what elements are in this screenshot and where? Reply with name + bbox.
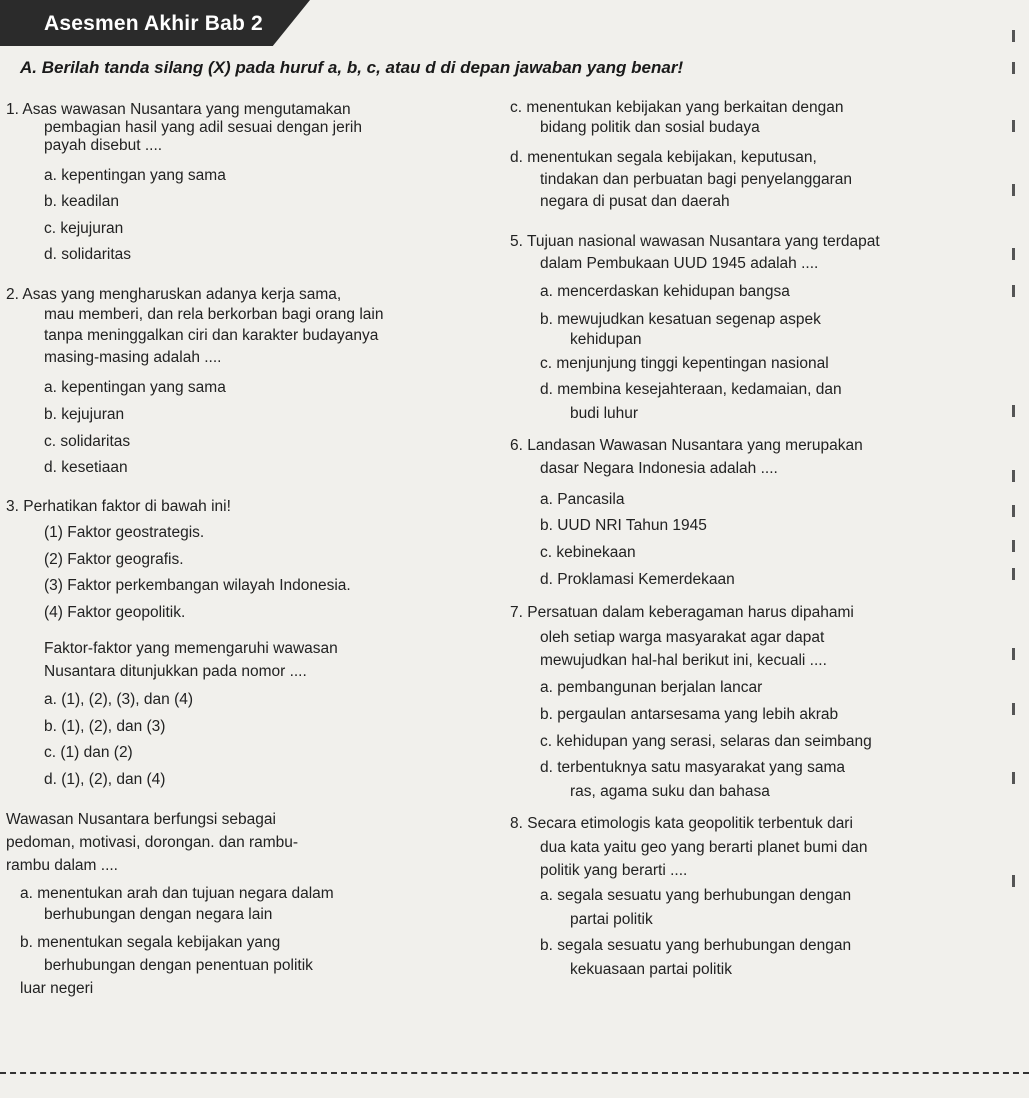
question-5-option: c. menjunjung tinggi kepentingan nasional [540,355,829,372]
question-8-line: dua kata yaitu geo yang berarti planet bumi dan [540,839,868,856]
question-1-option: c. kejujuran [44,220,124,237]
edge-mark [1012,470,1015,482]
question-1-option: b. keadilan [44,193,119,210]
question-8-line: 8. Secara etimologis kata geopolitik terbentuk dari [510,815,853,832]
question-4-option: berhubungan dengan penentuan politik [44,957,313,974]
question-4-line: pedoman, motivasi, dorongan. dan rambu- [6,834,299,851]
question-7-line: 7. Persatuan dalam keberagaman harus dipahami [510,604,854,621]
question-2-line: 2. Asas yang mengharuskan adanya kerja sama, [6,286,342,303]
question-2-line: tanpa meninggalkan ciri dan karakter budayanya [44,327,379,344]
question-3-option: d. (1), (2), dan (4) [44,771,166,788]
edge-mark [1012,772,1015,784]
instruction-text: A. Berilah tanda silang (X) pada huruf a, b, c, atau d di depan jawaban yang benar! [20,58,684,77]
question-3-line: Faktor-faktor yang memengaruhi wawasan [44,640,338,657]
question-7-option: c. kehidupan yang serasi, selaras dan seimbang [540,733,872,750]
edge-mark [1012,248,1015,260]
question-8-option: b. segala sesuatu yang berhubungan dengan [540,937,852,954]
question-2-line: masing-masing adalah .... [44,349,222,366]
question-1-option: d. solidaritas [44,246,132,263]
edge-mark [1012,648,1015,660]
question-4-option: bidang politik dan sosial budaya [540,119,760,136]
question-6-option: c. kebinekaan [540,544,636,561]
edge-mark [1012,30,1015,42]
dashed-divider [0,1072,1029,1074]
question-7-line: oleh setiap warga masyarakat agar dapat [540,629,825,646]
question-6-option: d. Proklamasi Kemerdekaan [540,571,735,588]
question-8-option: partai politik [570,911,653,928]
question-4-option: berhubungan dengan negara lain [44,906,273,923]
question-4-option: a. menentukan arah dan tujuan negara dalam [20,885,334,902]
question-5-option: b. mewujudkan kesatuan segenap aspek [540,311,821,328]
question-5-option: kehidupan [570,331,642,348]
edge-mark [1012,285,1015,297]
question-4-option: b. menentukan segala kebijakan yang [20,934,281,951]
question-3-option: a. (1), (2), (3), dan (4) [44,691,194,708]
question-8-line: politik yang berarti .... [540,862,688,879]
question-7-line: mewujudkan hal-hal berikut ini, kecuali .... [540,652,827,669]
edge-mark [1012,568,1015,580]
question-7-option: d. terbentuknya satu masyarakat yang sama [540,759,845,776]
edge-mark [1012,120,1015,132]
question-2-option: b. kejujuran [44,406,125,423]
edge-mark [1012,62,1015,74]
question-7-option: ras, agama suku dan bahasa [570,783,770,800]
question-6-option: a. Pancasila [540,491,625,508]
question-5-line: dalam Pembukaan UUD 1945 adalah .... [540,255,819,272]
question-5-option: a. mencerdaskan kehidupan bangsa [540,283,790,300]
question-3-line: Nusantara ditunjukkan pada nomor .... [44,663,307,680]
question-6-line: 6. Landasan Wawasan Nusantara yang merupakan [510,437,863,454]
question-5-option: d. membina kesejahteraan, kedamaian, dan [540,381,842,398]
question-4-option: tindakan dan perbuatan bagi penyelanggaran [540,171,852,188]
question-5-line: 5. Tujuan nasional wawasan Nusantara yang terdapat [510,233,880,250]
question-4-option: negara di pusat dan daerah [540,193,730,210]
question-6-line: dasar Negara Indonesia adalah .... [540,460,778,477]
question-4-option: c. menentukan kebijakan yang berkaitan dengan [510,99,844,116]
question-8-option: kekuasaan partai politik [570,961,732,978]
question-3-option: b. (1), (2), dan (3) [44,718,166,735]
question-7-option: b. pergaulan antarsesama yang lebih akrab [540,706,839,723]
question-7-option: a. pembangunan berjalan lancar [540,679,763,696]
edge-mark [1012,405,1015,417]
question-4-option: d. menentukan segala kebijakan, keputusan, [510,149,817,166]
question-3-line: 3. Perhatikan faktor di bawah ini! [6,498,231,515]
question-1-line: 1. Asas wawasan Nusantara yang mengutamakan [6,101,351,118]
question-3-item: (4) Faktor geopolitik. [44,604,186,621]
edge-mark [1012,875,1015,887]
question-2-option: d. kesetiaan [44,459,128,476]
edge-mark [1012,703,1015,715]
edge-mark [1012,540,1015,552]
edge-mark [1012,505,1015,517]
question-3-item: (2) Faktor geografis. [44,551,184,568]
question-4-line: rambu dalam .... [6,857,118,874]
edge-mark [1012,184,1015,196]
question-1-option: a. kepentingan yang sama [44,167,226,184]
question-1-line: pembagian hasil yang adil sesuai dengan jerih [44,119,362,136]
question-5-option: budi luhur [570,405,639,422]
question-8-option: a. segala sesuatu yang berhubungan dengan [540,887,852,904]
question-3-item: (3) Faktor perkembangan wilayah Indonesia. [44,577,351,594]
question-1-line: payah disebut .... [44,137,163,154]
question-2-option: c. solidaritas [44,433,131,450]
question-4-line: Wawasan Nusantara berfungsi sebagai [6,811,276,828]
question-3-item: (1) Faktor geostrategis. [44,524,205,541]
question-2-line: mau memberi, dan rela berkorban bagi orang lain [44,306,384,323]
question-6-option: b. UUD NRI Tahun 1945 [540,517,707,534]
page-title: Asesmen Akhir Bab 2 [44,12,263,35]
question-2-option: a. kepentingan yang sama [44,379,226,396]
question-4-option: luar negeri [20,980,94,997]
question-3-option: c. (1) dan (2) [44,744,133,761]
